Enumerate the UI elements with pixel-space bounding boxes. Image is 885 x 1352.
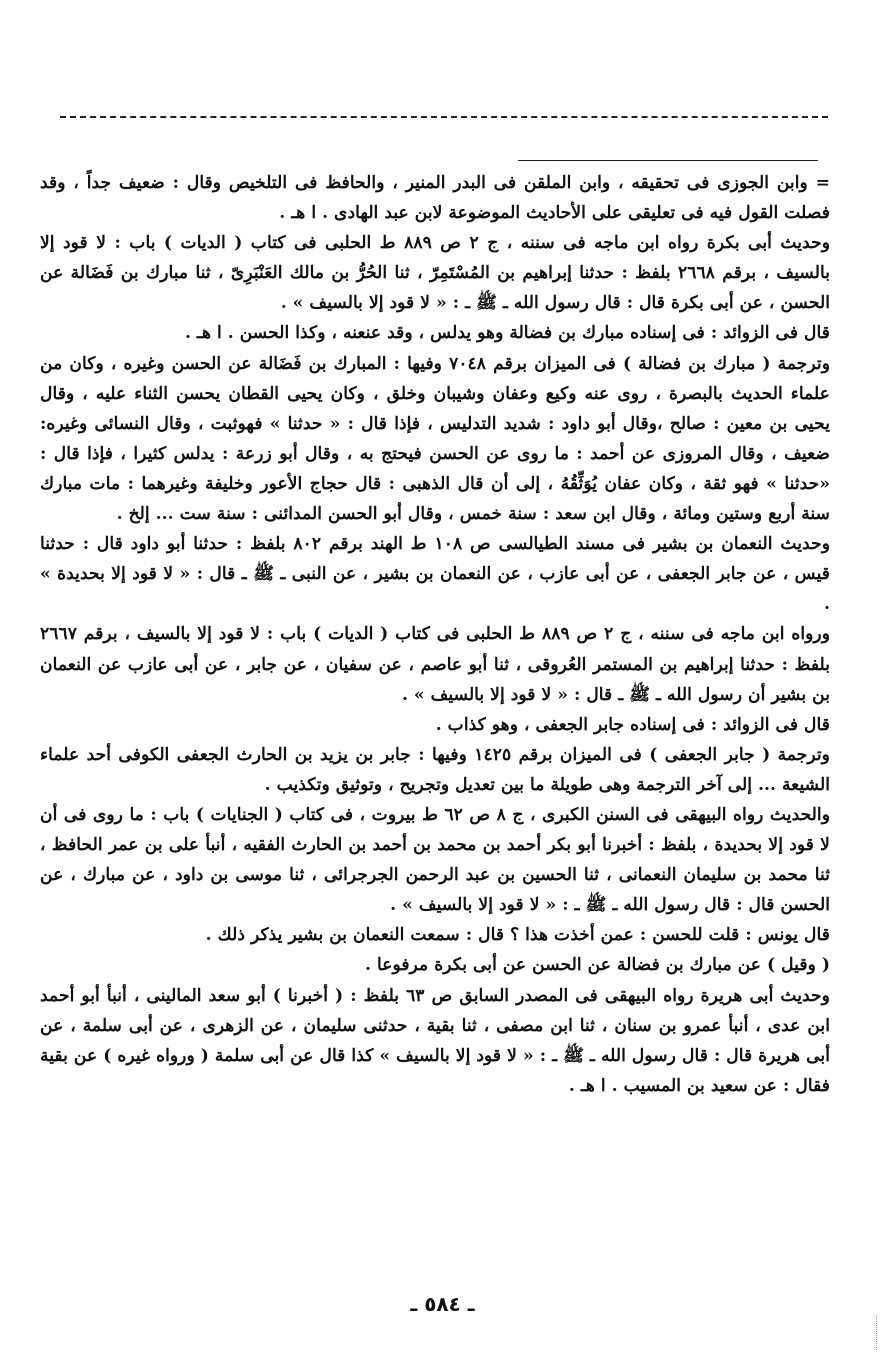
footnote-paragraph: وترجمة ( مبارك بن فضالة ) فى الميزان برقم ٧٠٤٨ وفيها : المبارك بن فَضَالة عن الحسن وغيره ، وكان من علماء الحديث بالبصرة ، روى عنه وكيع وعفان وشيبان وخلق ، وكان يحيى القطان يحسن الثناء عليه ، وقال يحيى بن معين : صالح ،وقال أبو داود : شديد التدليس ، فإذا قال : « حدثنا » فهوثبت ، وقال النسائى وغيره: ضعيف ، وقال المروزى عن أحمد : ما روى عن الحسن فيحتج به ، وقال أبو زرعة : يدلس كثيرا ، فإذا قال : «حدثنا » فهو ثقة ، وكان عفان يُوَثِّقُهُ ، إلى أن قال الذهبى : قال حجاج الأعور وخليفة وغيرهما : مات مبارك سنة أربع وستين ومائة ، وقال ابن سعد : سنة خمس ، وقال أبو الحسن المدائنى : سنة ست ... إلخ . bbox=[40, 353, 831, 525]
page-number: ـ ٥٨٤ ـ bbox=[410, 1292, 475, 1316]
footnote-paragraph: والحديث رواه البيهقى فى السنن الكبرى ، ج ٨ ص ٦٢ ط بيروت ، فى كتاب ( الجنايات ) باب : ما روى فى أن لا قود إلا بحديدة ، بلفظ : أخبرنا أبو بكر أحمد بن محمد بن أحمد بن الحارث الفقيه ، أنبأ على بن عمر الحافظ ، ثنا محمد بن سليمان النعمانى ، ثنا الحسين بن عبد الرحمن الجرجرائى ، ثنا موسى بن داود ، عن مبارك ، عن الحسن قال : قال رسول الله ـ ﷺ ـ : « لا قود إلا بالسيف » . bbox=[40, 804, 830, 916]
footnote-paragraph: ورواه ابن ماجه فى سننه ، ج ٢ ص ٨٨٩ ط الحلبى فى كتاب ( الديات ) باب : لا قود إلا بالسيف ، برقم ٢٦٦٧ بلفظ : حدثنا إبراهيم بن المستمر العُروقى ، ثنا أبو عاصم ، عن سفيان ، عن جابر ، عن أبى عازب عن النعمان بن بشير أن رسول الله ـ ﷺ ـ قال : « لا قود إلا بالسيف » . bbox=[40, 624, 830, 705]
footnote-paragraph: وحديث أبى هريرة رواه البيهقى فى المصدر السابق ص ٦٣ بلفظ : ( أخبرنا ) أبو سعد المالينى ، أنبأ أبو أحمد ابن عدى ، أنبأ عمرو بن سنان ، ثنا ابن مصفى ، ثنا بقية ، حدثنى سليمان ، عن الزهرى ، عن أبى سلمة ، عن أبى هريرة قال : قال رسول الله ـ ﷺ ـ : « لا قود إلا بالسيف » كذا قال عن أبى سلمة ( ورواه غيره ) عن بقية فقال : عن سعيد بن المسيب . ا هـ . bbox=[40, 985, 830, 1096]
top-dashed-rule bbox=[60, 116, 828, 118]
footnote-paragraph: وحديث النعمان بن بشير فى مسند الطيالسى ص ١٠٨ ط الهند برقم ٨٠٢ بلفظ : حدثنا أبو داود قال : حدثنا قيس ، عن جابر الجعفى ، عن أبى عازب ، عن النعمان بن بشير ، عن النبى ـ ﷺ ـ قال : « لا قود إلا بحديدة » . bbox=[40, 534, 831, 615]
footnote-paragraph: قال فى الزوائد : فى إسناده مبارك بن فضالة وهو يدلس ، وقد عنعنه ، وكذا الحسن . ا هـ . bbox=[184, 323, 830, 344]
footnote-paragraph: ( وقيل ) عن مبارك بن فضالة عن الحسن عن أبى بكرة مرفوعا . bbox=[365, 955, 830, 976]
footnote-text bbox=[40, 168, 830, 1101]
footnote-separator-rule bbox=[518, 160, 818, 161]
footnote-paragraph: وترجمة ( جابر الجعفى ) فى الميزان برقم ١٤٢٥ وفيها : جابر بن يزيد بن الحارث الجعفى الكوفى أحد علماء الشيعة ... إلى آخر الترجمة وهى طويلة ما بين تعديل وتجريح ، وتوثيق وتكذيب . bbox=[40, 744, 830, 795]
footnote-paragraph: قال فى الزوائد : فى إسناده جابر الجعفى ، وهو كذاب . bbox=[435, 714, 830, 735]
footnote-paragraph: = وابن الجوزى فى تحقيقه ، وابن الملقن فى البدر المنير ، والحافظ فى التلخيص وقال : ضعيف جداً ، وقد فصلت القول فيه فى تعليقى على الأحاديث الموضوعة لابن عبد الهادى . ا هـ . bbox=[40, 173, 830, 224]
footnote-paragraph: قال يونس : قلت للحسن : عمن أخذت هذا ؟ قال : سمعت النعمان بن بشير يذكر ذلك . bbox=[205, 925, 830, 946]
page-edge-mark bbox=[872, 1315, 877, 1350]
footnote-paragraph: وحديث أبى بكرة رواه ابن ماجه فى سننه ، ج ٢ ص ٨٨٩ ط الحلبى فى كتاب ( الديات ) باب : لا قود إلا بالسيف ، برقم ٢٦٦٨ بلفظ : حدثنا إبراهيم بن المُسْتَمِرّ ، ثنا الحُرُّ بن مالك العَنْبَرِىّ ، ثنا مبارك بن فَضَالة عن الحسن ، عن أبى بكرة قال : قال رسول الله ـ ﷺ ـ : « لا قود إلا بالسيف » . bbox=[40, 233, 830, 314]
